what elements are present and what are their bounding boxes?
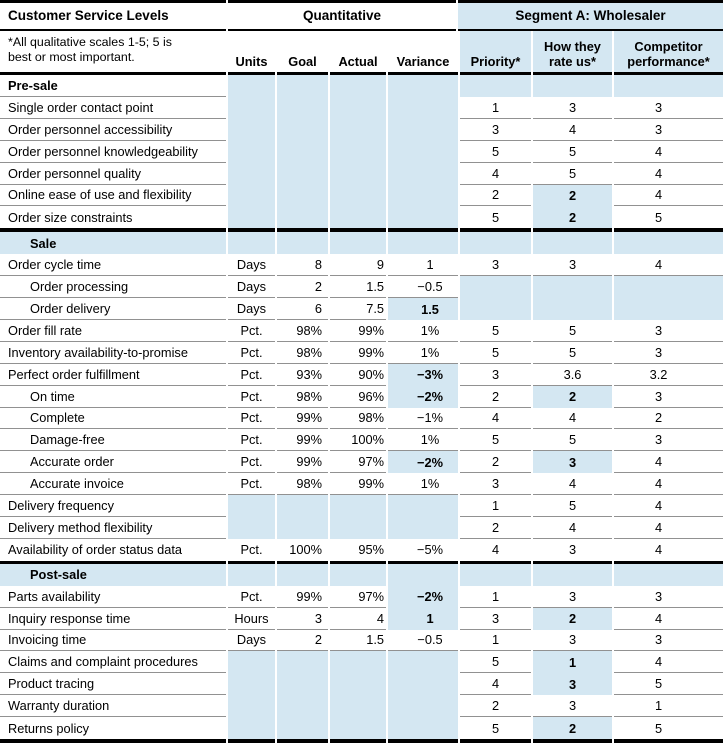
cell-label: Delivery method flexibility (0, 517, 226, 539)
cell-competitor: 4 (614, 608, 723, 630)
table-row (0, 717, 723, 739)
cell-goal (277, 673, 328, 695)
section-fill (614, 75, 723, 97)
table-row (0, 298, 723, 320)
table-row (0, 185, 723, 207)
cell-actual: 100% (330, 429, 386, 451)
cell-goal (277, 163, 328, 185)
cell-variance: 1% (388, 473, 458, 495)
cell-actual (330, 695, 386, 717)
cell-rate: 2 (533, 608, 612, 630)
cell-variance: 1 (388, 608, 458, 630)
cell-label: Order processing (0, 276, 226, 298)
cell-priority: 5 (491, 720, 500, 736)
cell-goal (277, 119, 328, 141)
cell-goal (277, 495, 328, 517)
cell-priority (460, 276, 531, 298)
cell-priority: 5 (460, 320, 531, 342)
table-row (0, 495, 723, 517)
cell-goal: 98% (277, 320, 328, 342)
cell-rate: 2 (533, 386, 612, 408)
cell-goal (277, 97, 328, 119)
qualitative-note (0, 31, 226, 72)
cell-actual (330, 651, 386, 673)
cell-priority: 1 (460, 586, 531, 608)
cell-goal (277, 185, 328, 207)
table-title: Customer Service Levels (8, 8, 169, 24)
cell-actual: 90% (330, 364, 386, 386)
section-fill (228, 75, 275, 97)
column-header-goal: Goal (288, 53, 317, 69)
cell-label: Availability of order status data (8, 542, 183, 558)
cell-competitor: 4 (614, 185, 723, 207)
column-header-variance: Variance (396, 53, 450, 69)
cell-variance: −2% (388, 386, 458, 408)
section-fill (460, 564, 531, 586)
table-row (0, 141, 723, 163)
cell-competitor: 3 (614, 386, 723, 408)
cell-rate: 5 (533, 163, 612, 185)
cell-competitor: 3 (614, 630, 723, 652)
table-row (0, 586, 723, 608)
cell-competitor: 4 (614, 473, 723, 495)
cell-competitor: 3 (614, 320, 723, 342)
border-segment (460, 739, 531, 743)
cell-actual: 99% (330, 473, 386, 495)
cell-variance (388, 517, 458, 539)
cell-variance (388, 97, 458, 119)
cell-actual: 95% (358, 542, 384, 558)
cell-units: Pct. (228, 408, 275, 430)
cell-rate: 4 (533, 517, 612, 539)
column-header-rate-us-line1: How they (544, 38, 601, 54)
section-fill (388, 232, 458, 254)
cell-competitor (614, 276, 723, 298)
column-header-competitor-line2: performance* (627, 53, 710, 69)
cell-units: Pct. (228, 320, 275, 342)
cell-label: Order delivery (0, 298, 226, 320)
cell-priority: 1 (460, 97, 531, 119)
cell-variance: −0.5 (388, 276, 458, 298)
cell-priority: 5 (491, 209, 500, 225)
cell-units: Pct. (228, 451, 275, 473)
border-segment (533, 739, 612, 743)
cell-units: Pct. (240, 542, 263, 558)
cell-priority: 5 (460, 429, 531, 451)
cell-priority: 4 (491, 542, 500, 558)
cell-goal (277, 517, 328, 539)
cell-label: Returns policy (8, 720, 90, 736)
cell-competitor: 3 (614, 586, 723, 608)
cell-competitor: 5 (654, 209, 663, 225)
border-segment (330, 739, 386, 743)
cell-units: Pct. (228, 429, 275, 451)
cell-competitor: 4 (614, 517, 723, 539)
section-fill (330, 75, 386, 97)
section-header-row (0, 75, 723, 97)
cell-label: Order personnel accessibility (0, 119, 226, 141)
cell-label: Order size constraints (8, 209, 133, 225)
section-fill (533, 75, 612, 97)
border-segment (277, 739, 328, 743)
cell-rate: 3 (533, 586, 612, 608)
cell-rate: 2 (533, 717, 612, 739)
border-segment (614, 739, 723, 743)
cell-goal: 99% (277, 429, 328, 451)
table-row (0, 364, 723, 386)
cell-label: Inquiry response time (0, 608, 226, 630)
section-fill (330, 564, 386, 586)
cell-actual: 99% (330, 342, 386, 364)
cell-units (228, 185, 275, 207)
cell-label: Order cycle time (0, 254, 226, 276)
cell-variance (388, 206, 458, 228)
cell-competitor: 3 (614, 97, 723, 119)
cell-units: Pct. (228, 473, 275, 495)
section-fill (277, 75, 328, 97)
section-title: Sale (0, 232, 226, 254)
cell-priority: 2 (460, 386, 531, 408)
cell-rate: 4 (533, 473, 612, 495)
cell-units (228, 163, 275, 185)
column-header-competitor (614, 31, 723, 72)
cell-units (228, 119, 275, 141)
column-header-rate-us (533, 31, 612, 72)
section-fill (614, 232, 723, 254)
cell-actual: 98% (330, 408, 386, 430)
cell-units: Pct. (228, 342, 275, 364)
cell-rate: 2 (533, 206, 612, 228)
cell-units (228, 717, 275, 739)
cell-actual (330, 495, 386, 517)
cell-label: Complete (0, 408, 226, 430)
cell-goal: 99% (277, 451, 328, 473)
cell-competitor: 4 (614, 495, 723, 517)
cell-goal: 99% (277, 586, 328, 608)
table-row (0, 429, 723, 451)
table-row (0, 651, 723, 673)
cell-competitor: 5 (654, 720, 663, 736)
section-fill (614, 564, 723, 586)
border-segment (388, 739, 458, 743)
cell-rate: 2 (533, 185, 612, 207)
cell-rate: 5 (533, 141, 612, 163)
cell-variance: −0.5 (388, 630, 458, 652)
group-header-segment-a: Segment A: Wholesaler (458, 3, 723, 29)
cell-label: Damage-free (0, 429, 226, 451)
cell-competitor: 1 (614, 695, 723, 717)
cell-units: Days (228, 254, 275, 276)
column-header-row (0, 31, 723, 72)
column-header-competitor-line1: Competitor (634, 38, 703, 54)
cell-label: Delivery frequency (0, 495, 226, 517)
cell-goal: 3 (277, 608, 328, 630)
cell-actual: 99% (330, 320, 386, 342)
cell-competitor: 3 (614, 342, 723, 364)
cell-actual (330, 141, 386, 163)
cell-variance: −3% (388, 364, 458, 386)
cell-label: Product tracing (0, 673, 226, 695)
cell-variance (388, 141, 458, 163)
cell-rate: 5 (533, 495, 612, 517)
table-row (0, 386, 723, 408)
cell-label: On time (0, 386, 226, 408)
cell-actual: 96% (330, 386, 386, 408)
cell-goal: 6 (277, 298, 328, 320)
cell-priority: 2 (460, 451, 531, 473)
cell-competitor: 4 (614, 163, 723, 185)
cell-units (228, 97, 275, 119)
cell-goal: 98% (277, 342, 328, 364)
cell-competitor: 3.2 (614, 364, 723, 386)
table-row (0, 630, 723, 652)
table-row (0, 673, 723, 695)
table-row (0, 342, 723, 364)
column-header-units: Units (235, 53, 268, 69)
cell-actual (330, 97, 386, 119)
table-row (0, 97, 723, 119)
cell-units: Days (228, 630, 275, 652)
table-row (0, 206, 723, 228)
cell-actual: 97% (330, 451, 386, 473)
cell-goal (277, 141, 328, 163)
cell-variance (388, 495, 458, 517)
cell-rate: 1 (533, 651, 612, 673)
cell-priority: 2 (460, 185, 531, 207)
cell-units (228, 695, 275, 717)
table-row (0, 473, 723, 495)
cell-priority: 4 (460, 163, 531, 185)
cell-units (228, 141, 275, 163)
cell-variance: −1% (388, 408, 458, 430)
section-fill (460, 75, 531, 97)
section-fill (533, 564, 612, 586)
table-row (0, 451, 723, 473)
cell-units: Days (228, 276, 275, 298)
cell-variance: −5% (417, 542, 443, 558)
cell-goal (277, 695, 328, 717)
cell-goal: 2 (277, 630, 328, 652)
cell-priority: 4 (460, 408, 531, 430)
cell-label: Single order contact point (0, 97, 226, 119)
cell-goal: 100% (289, 542, 322, 558)
cell-priority: 3 (460, 254, 531, 276)
section-fill (330, 232, 386, 254)
cell-rate: 4 (533, 408, 612, 430)
cell-competitor: 4 (654, 542, 663, 558)
cell-rate: 3 (533, 451, 612, 473)
cell-actual: 9 (330, 254, 386, 276)
section-fill (277, 564, 328, 586)
cell-competitor: 4 (614, 651, 723, 673)
section-header-row (0, 564, 723, 586)
cell-priority: 5 (460, 342, 531, 364)
table-row (0, 695, 723, 717)
group-header-quantitative: Quantitative (302, 8, 381, 24)
cell-competitor: 3 (614, 429, 723, 451)
cell-units (228, 206, 275, 228)
cell-variance: −2% (388, 451, 458, 473)
cell-rate (533, 276, 612, 298)
cell-variance: −2% (388, 586, 458, 608)
section-fill (388, 75, 458, 97)
cell-competitor: 3 (614, 119, 723, 141)
table-row (0, 517, 723, 539)
cell-variance: 1% (388, 342, 458, 364)
cell-label: Order fill rate (0, 320, 226, 342)
cell-goal: 8 (277, 254, 328, 276)
cell-variance: 1 (388, 254, 458, 276)
cell-priority: 3 (460, 473, 531, 495)
cell-goal (277, 717, 328, 739)
qualitative-note-line1: *All qualitative scales 1-5; 5 is (8, 35, 172, 49)
cell-rate: 3 (533, 673, 612, 695)
cell-variance (388, 695, 458, 717)
table-row (0, 163, 723, 185)
cell-units (228, 651, 275, 673)
cell-variance: 1.5 (388, 298, 458, 320)
cell-label: Parts availability (0, 586, 226, 608)
cell-goal (277, 206, 328, 228)
cell-label: Accurate invoice (0, 473, 226, 495)
cell-goal: 98% (277, 473, 328, 495)
cell-label: Inventory availability-to-promise (0, 342, 226, 364)
cell-priority: 5 (460, 141, 531, 163)
cell-competitor: 4 (614, 141, 723, 163)
table-row (0, 254, 723, 276)
header-group-row (0, 3, 723, 29)
cell-actual (330, 517, 386, 539)
cell-priority: 1 (460, 630, 531, 652)
cell-actual: 1.5 (330, 276, 386, 298)
cell-competitor: 4 (614, 451, 723, 473)
column-header-rate-us-line2: rate us* (549, 53, 596, 69)
section-header-row (0, 232, 723, 254)
column-header-actual: Actual (338, 53, 378, 69)
table-row (0, 119, 723, 141)
border-segment (228, 739, 275, 743)
section-title: Post-sale (0, 564, 226, 586)
cell-rate: 3.6 (533, 364, 612, 386)
cell-priority: 4 (460, 673, 531, 695)
cell-variance (388, 163, 458, 185)
cell-actual: 1.5 (330, 630, 386, 652)
cell-actual (330, 673, 386, 695)
section-fill (460, 232, 531, 254)
cell-label: Order personnel knowledgeability (0, 141, 226, 163)
cell-goal: 99% (277, 408, 328, 430)
divider (0, 739, 723, 743)
cell-rate: 3 (533, 254, 612, 276)
cell-rate: 5 (533, 429, 612, 451)
cell-units: Pct. (228, 364, 275, 386)
cell-variance (388, 717, 458, 739)
section-fill (228, 564, 275, 586)
cell-competitor (614, 298, 723, 320)
cell-label: Accurate order (0, 451, 226, 473)
cell-priority: 2 (460, 695, 531, 717)
cell-label: Perfect order fulfillment (0, 364, 226, 386)
border-segment (0, 739, 226, 743)
cell-rate: 3 (533, 97, 612, 119)
table-row (0, 320, 723, 342)
cell-actual (330, 206, 386, 228)
cell-units (228, 673, 275, 695)
cell-label: Online ease of use and flexibility (0, 185, 226, 207)
cell-variance (388, 185, 458, 207)
cell-actual (330, 717, 386, 739)
cell-goal: 98% (277, 386, 328, 408)
table-row (0, 408, 723, 430)
cell-actual: 7.5 (330, 298, 386, 320)
cell-variance (388, 673, 458, 695)
cell-actual (330, 163, 386, 185)
cell-actual: 4 (330, 608, 386, 630)
cell-rate: 5 (533, 342, 612, 364)
cell-label: Warranty duration (0, 695, 226, 717)
section-fill (533, 232, 612, 254)
cell-rate: 3 (568, 542, 577, 558)
cell-competitor: 4 (614, 254, 723, 276)
cell-variance (388, 119, 458, 141)
cell-units (228, 517, 275, 539)
section-fill (277, 232, 328, 254)
cell-goal: 93% (277, 364, 328, 386)
cell-units: Pct. (228, 386, 275, 408)
cell-priority: 1 (460, 495, 531, 517)
cell-variance: 1% (388, 429, 458, 451)
cell-competitor: 5 (614, 673, 723, 695)
cell-priority: 3 (460, 608, 531, 630)
section-fill (228, 232, 275, 254)
cell-rate: 3 (533, 695, 612, 717)
cell-units: Hours (228, 608, 275, 630)
cell-actual (330, 119, 386, 141)
cell-rate: 3 (533, 630, 612, 652)
cell-rate: 5 (533, 320, 612, 342)
cell-priority: 5 (460, 651, 531, 673)
cell-units: Days (228, 298, 275, 320)
table-row (0, 608, 723, 630)
cell-units (228, 495, 275, 517)
cell-goal: 2 (277, 276, 328, 298)
cell-actual (330, 185, 386, 207)
section-fill (388, 564, 458, 586)
cell-competitor: 2 (614, 408, 723, 430)
cell-priority: 3 (460, 364, 531, 386)
cell-label: Invoicing time (0, 630, 226, 652)
cell-units: Pct. (228, 586, 275, 608)
cell-priority: 3 (460, 119, 531, 141)
qualitative-note-line2: best or most important. (8, 49, 135, 64)
cell-priority (460, 298, 531, 320)
table-row (0, 276, 723, 298)
cell-label: Claims and complaint procedures (0, 651, 226, 673)
cell-label: Order personnel quality (0, 163, 226, 185)
table-row (0, 539, 723, 561)
section-title: Pre-sale (0, 75, 226, 97)
column-header-priority: Priority* (460, 31, 531, 72)
cell-priority: 2 (460, 517, 531, 539)
cell-actual: 97% (330, 586, 386, 608)
cell-rate (533, 298, 612, 320)
cell-goal (277, 651, 328, 673)
cell-variance: 1% (388, 320, 458, 342)
cell-rate: 4 (533, 119, 612, 141)
cell-variance (388, 651, 458, 673)
